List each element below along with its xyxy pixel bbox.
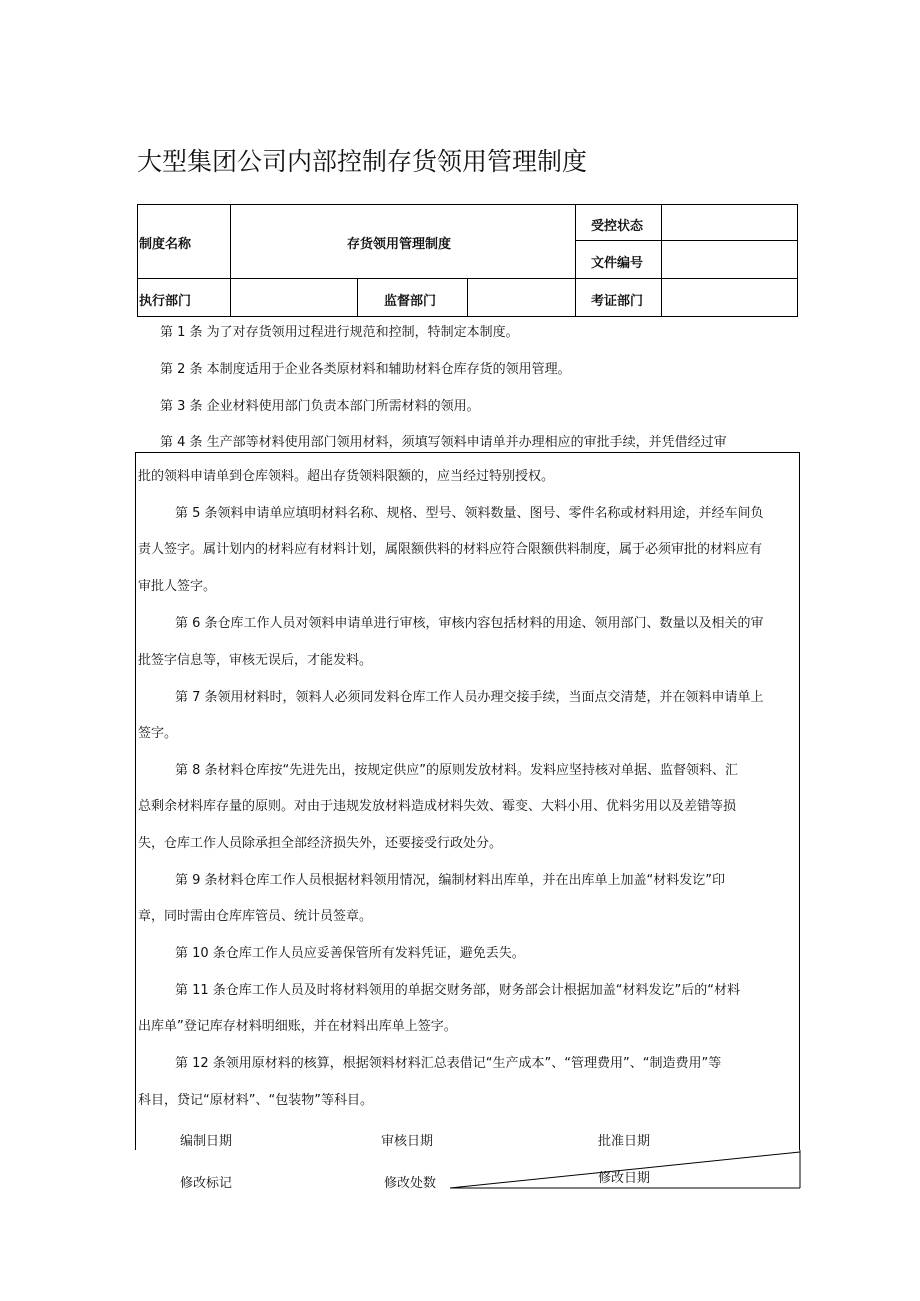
file-number-label: 文件编号 (591, 256, 644, 271)
supervise-dept-label: 监督部门 (384, 294, 437, 309)
approve-date-label: 批准日期 (598, 1134, 651, 1149)
article-12-line-2: 科目，贷记“原材料”、“包装物”等科目。 (138, 1093, 373, 1108)
compile-date-label: 编制日期 (180, 1134, 233, 1149)
article-8-line-3: 失，仓库工作人员除承担全部经济损失外，还要接受行政处分。 (138, 836, 503, 851)
article-11-line-1: 第 11 条仓库工作人员及时将材料领用的单据交财务部，财务部会计根据加盖“材料发讫”后的“材料 (175, 983, 741, 998)
review-date-label: 审核日期 (381, 1134, 434, 1149)
article-5-line-3: 审批人签字。 (138, 579, 217, 594)
article-8-line-2: 总剩余材料库存量的原则。对由于违规发放材料造成材料失效、霉变、大料小用、优料劣用以及差错等损 (138, 799, 737, 814)
article-10: 第 10 条仓库工作人员应妥善保管所有发料凭证，避免丢失。 (175, 946, 525, 961)
revision-mark-label: 修改标记 (180, 1176, 233, 1191)
article-4-line-2: 批的领料申请单到仓库领料。超出存货领料限额的，应当经过特别授权。 (138, 469, 555, 484)
page-title: 大型集团公司内部控制存货领用管理制度 (137, 147, 588, 176)
article-9-line-2: 章，同时需由仓库库管员、统计员签章。 (138, 909, 373, 924)
article-6-line-2: 批签字信息等，审核无误后，才能发料。 (138, 653, 373, 668)
article-6-line-1: 第 6 条仓库工作人员对领料申请单进行审核，审核内容包括材料的用途、领用部门、数量以及相关的审 (175, 616, 764, 631)
verify-dept-label: 考证部门 (591, 294, 644, 309)
article-5-line-2: 责人签字。属计划内的材料应有材料计划，属限额供料的材料应符合限额供料制度，属于必须审批的材料应有 (138, 542, 763, 557)
article-4-line-1: 第 4 条 生产部等材料使用部门领用材料，须填写领料申请单并办理相应的审批手续，并凭借经过审 (160, 435, 727, 450)
article-1: 第 1 条 为了对存货领用过程进行规范和控制，特制定本制度。 (160, 325, 519, 340)
control-status-label: 受控状态 (591, 219, 644, 234)
article-2: 第 2 条 本制度适用于企业各类原材料和辅助材料仓库存货的领用管理。 (160, 362, 571, 377)
article-9-line-1: 第 9 条材料仓库工作人员根据材料领用情况，编制材料出库单，并在出库单上加盖“材料发讫”印 (175, 873, 726, 888)
revision-date-label: 修改日期 (598, 1171, 651, 1186)
article-5-line-1: 第 5 条领料申请单应填明材料名称、规格、型号、领料数量、图号、零件名称或材料用途，并经车间负 (175, 506, 764, 521)
article-7-line-2: 签字。 (138, 726, 178, 741)
exec-dept-label: 执行部门 (139, 294, 192, 309)
article-8-line-1: 第 8 条材料仓库按“先进先出，按规定供应”的原则发放材料。发料应坚持核对单据、监督领料、汇 (175, 763, 739, 778)
system-name-label: 制度名称 (139, 237, 192, 252)
revision-count-label: 修改处数 (384, 1176, 437, 1191)
article-3: 第 3 条 企业材料使用部门负责本部门所需材料的领用。 (160, 399, 480, 414)
article-7-line-1: 第 7 条领用材料时，领料人必须同发料仓库工作人员办理交接手续，当面点交清楚，并在领料申请单上 (175, 690, 764, 705)
system-name-value: 存货领用管理制度 (347, 237, 452, 252)
article-11-line-2: 出库单”登记库存材料明细账，并在材料出库单上签字。 (138, 1019, 457, 1034)
article-12-line-1: 第 12 条领用原材料的核算，根据领料材料汇总表借记“生产成本”、“管理费用”、“制造费用”等 (175, 1056, 722, 1071)
